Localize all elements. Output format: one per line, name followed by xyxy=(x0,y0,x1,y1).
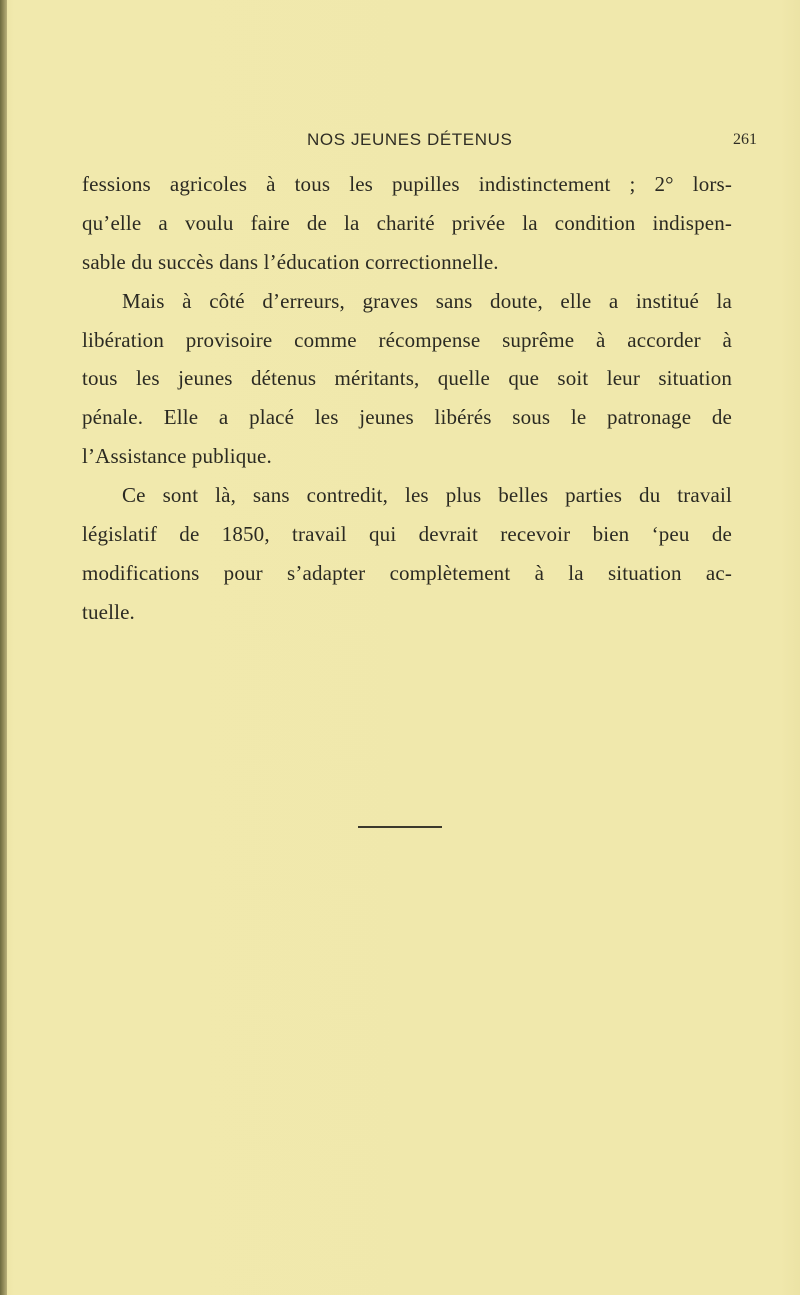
text-line: fessions agricoles à tous les pupilles indistinctement ; 2° lors- xyxy=(82,172,732,196)
text-line: sable du succès dans l’éducation correctionnelle. xyxy=(82,249,499,274)
text-line: qu’elle a voulu faire de la charité privée la condition indispen- xyxy=(82,210,732,235)
text-line: tuelle. xyxy=(82,599,135,624)
text-line: Ce sont là, sans contredit, les plus belles parties du travail xyxy=(122,483,732,508)
body-text xyxy=(82,165,732,632)
text-line: législatif de 1850, travail qui devrait recevoir bien ‘peu de xyxy=(82,522,732,547)
text-line: Mais à côté d’erreurs, graves sans doute, elle a institué la xyxy=(122,288,732,313)
running-title: NOS JEUNES DÉTENUS xyxy=(307,130,513,149)
text-line: libération provisoire comme récompense suprême à accorder à xyxy=(82,327,732,352)
section-end-rule xyxy=(358,826,442,828)
text-line: l’Assistance publique. xyxy=(82,444,272,469)
page-binding-edge xyxy=(0,0,7,1295)
text-line: pénale. Elle a placé les jeunes libérés sous le patronage de xyxy=(82,405,732,430)
page-number: 261 xyxy=(733,131,757,148)
text-line: modifications pour s’adapter complètement à la situation ac- xyxy=(82,560,732,585)
text-line: tous les jeunes détenus méritants, quelle que soit leur situation xyxy=(82,366,732,391)
